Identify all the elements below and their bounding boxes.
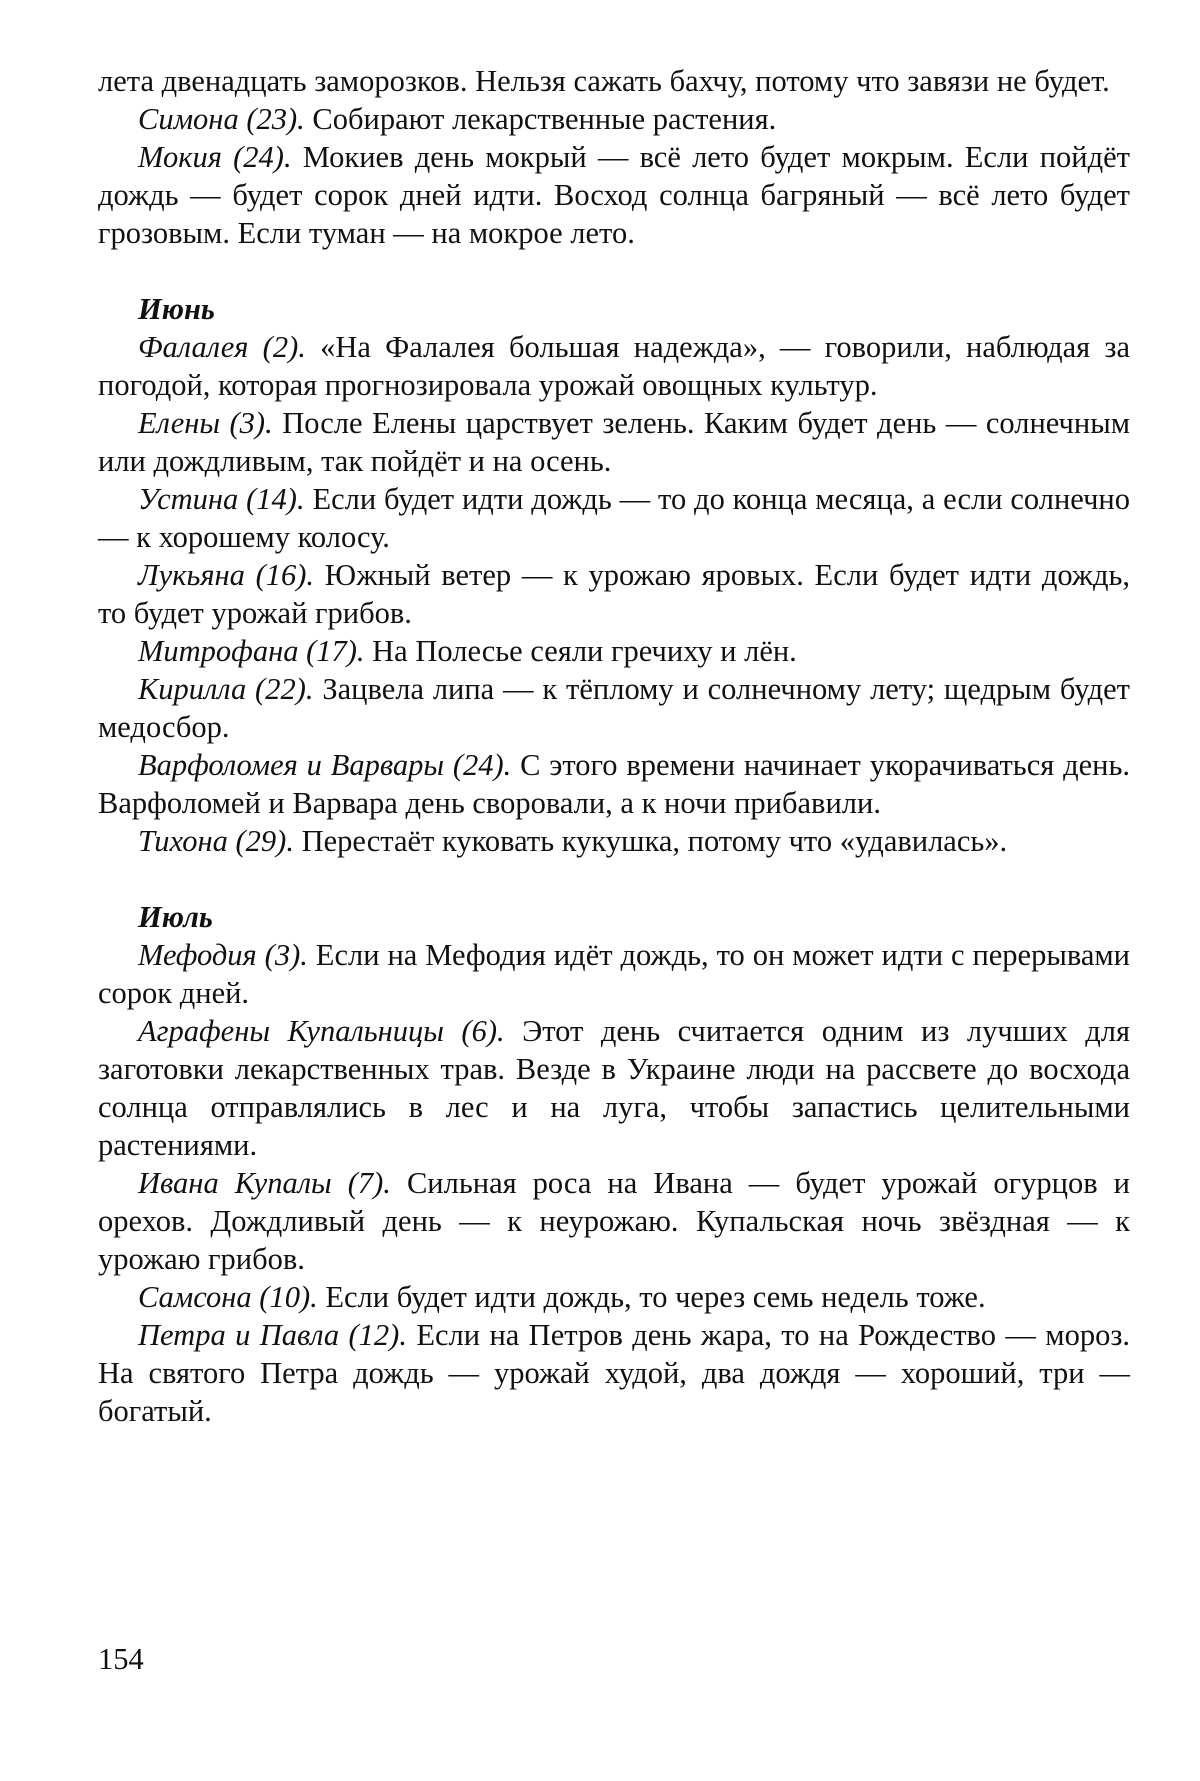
entry-text: «На Фалалея большая надежда», — говорили, наблюдая за погодой, которая прогнозировала урожай овощных культур. <box>98 330 1130 402</box>
entry-july-agrafeny <box>98 1012 1130 1164</box>
entry-text: Если будет идти дождь, то через семь недель тоже. <box>317 1280 986 1314</box>
entry-name: Митрофана (17). <box>138 634 365 668</box>
entry-name: Фалалея (2). <box>138 330 306 364</box>
entry-june-kirilla <box>98 670 1130 746</box>
entry-text: Если будет идти дождь — то до конца месяца, а если солнечно — к хорошему колосу. <box>98 482 1130 554</box>
entry-june-varfolomeya <box>98 746 1130 822</box>
entry-text: Мокиев день мокрый — всё лето будет мокрым. Если пойдёт дождь — будет сорок дней идти. Восход солнца багряный — всё лето будет грозовым. Если туман — на мокрое лето. <box>98 140 1130 250</box>
entry-name: Кирилла (22). <box>138 672 314 706</box>
entry-name: Ивана Купалы (7). <box>138 1166 391 1200</box>
entry-text: На Полесье сеяли гречиху и лён. <box>364 634 797 668</box>
entry-text: Собирают лекарственные растения. <box>304 102 777 136</box>
entry-name: Мефодия (3). <box>138 938 308 972</box>
entry-text: После Елены царствует зелень. Каким будет день — солнечным или дождливым, так пойдёт и на осень. <box>98 406 1131 478</box>
entry-june-falaleya <box>98 328 1130 404</box>
entry-june-tihona <box>98 822 1130 860</box>
entry-july-mefodiya <box>98 936 1130 1012</box>
entry-text: Если на Петров день жара, то на Рождество — мороз. На святого Петра дождь — урожай худой, два дождя — хороший, три — богатый. <box>98 1318 1130 1428</box>
entry-july-petra-pavla <box>98 1316 1130 1430</box>
paragraph-opening: лета двенадцать заморозков. Нельзя сажать бахчу, потому что завязи не будет. <box>98 64 1110 98</box>
page-body <box>98 62 1130 1430</box>
entry-june-mitrofana <box>98 632 1130 670</box>
entry-text: Зацвела липа — к тёплому и солнечному лету; щедрым будет медосбор. <box>98 672 1130 744</box>
entry-name: Симона (23). <box>138 102 305 136</box>
entry-june-ustina <box>98 480 1130 556</box>
entry-name: Елены (3). <box>138 406 273 440</box>
entry-text: Южный ветер — к урожаю яровых. Если будет идти дождь, то будет урожай грибов. <box>98 558 1130 630</box>
entry-may-mokiya <box>98 138 1130 252</box>
entry-name: Лукьяна (16). <box>138 558 315 592</box>
entry-text: Этот день считается одним из лучших для заготовки лекарственных трав. Везде в Украине люди на рассвете до восхода солнца отправлялись в лес и на луга, чтобы запастись целительными растениями. <box>98 1014 1130 1162</box>
entry-name: Аграфены Купальницы (6). <box>138 1014 505 1048</box>
entry-july-samsona <box>98 1278 1130 1316</box>
entry-name: Самсона (10). <box>138 1280 318 1314</box>
entry-name: Мокия (24). <box>138 140 292 174</box>
entry-june-lukyana <box>98 556 1130 632</box>
entry-june-eleny <box>98 404 1130 480</box>
entry-text: Перестаёт куковать кукушка, потому что «удавилась». <box>293 824 1008 858</box>
entry-name: Варфоломея и Варвары (24). <box>138 748 512 782</box>
entry-name: Петра и Павла (12). <box>138 1318 407 1352</box>
entry-name: Тихона (29). <box>138 824 294 858</box>
entry-name: Устина (14). <box>138 482 305 516</box>
month-heading-july: Июль <box>138 900 213 934</box>
entry-may-simona <box>98 100 1130 138</box>
page-number: 154 <box>98 1642 144 1676</box>
entry-text: Сильная роса на Ивана — будет урожай огурцов и орехов. Дождливый день — к неурожаю. Купальская ночь звёздная — к урожаю грибов. <box>98 1166 1130 1276</box>
entry-text: С этого времени начинает укорачиваться день. Варфоломей и Варвара день своровали, а к ночи прибавили. <box>98 748 1130 820</box>
entry-text: Если на Мефодия идёт дождь, то он может идти с перерывами сорок дней. <box>98 938 1130 1010</box>
entry-july-ivana-kupaly <box>98 1164 1130 1278</box>
month-heading-june: Июнь <box>138 292 215 326</box>
